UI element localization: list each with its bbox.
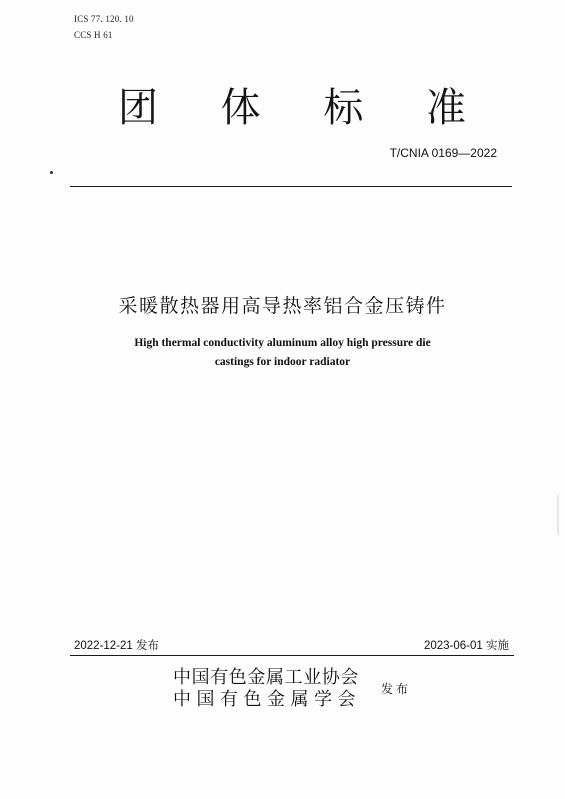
title-char: 体 — [220, 85, 261, 131]
implement-date: 2023-06-01 实施 — [423, 640, 509, 652]
chinese-title: 采暖散热器用高导热率铝合金压铸件 — [118, 295, 447, 317]
issue-action: 发布 — [381, 682, 412, 696]
title-char: 准 — [425, 85, 466, 131]
top-divider — [70, 186, 512, 187]
english-title-line-1: High thermal conductivity aluminum alloy high pressure die — [134, 337, 431, 349]
scan-edge-mark — [557, 495, 559, 535]
standard-number: T/CNIA 0169—2022 — [389, 146, 497, 160]
title-char: 标 — [323, 85, 364, 131]
ics-code: ICS 77. 120. 10 — [74, 14, 134, 24]
document-type-title — [118, 85, 466, 131]
bottom-divider — [70, 655, 514, 656]
english-title-line-2: castings for indoor radiator — [214, 356, 351, 368]
issuer-org-1: 中国有色金属工业协会 — [173, 667, 359, 688]
scan-dot — [50, 171, 53, 174]
ccs-code: CCS H 61 — [74, 30, 113, 40]
english-title — [0, 334, 565, 372]
publish-date: 2022-12-21 发布 — [74, 640, 160, 652]
title-char: 团 — [118, 85, 158, 131]
issuer-org-2: 中国有色金属学会 — [173, 689, 361, 710]
